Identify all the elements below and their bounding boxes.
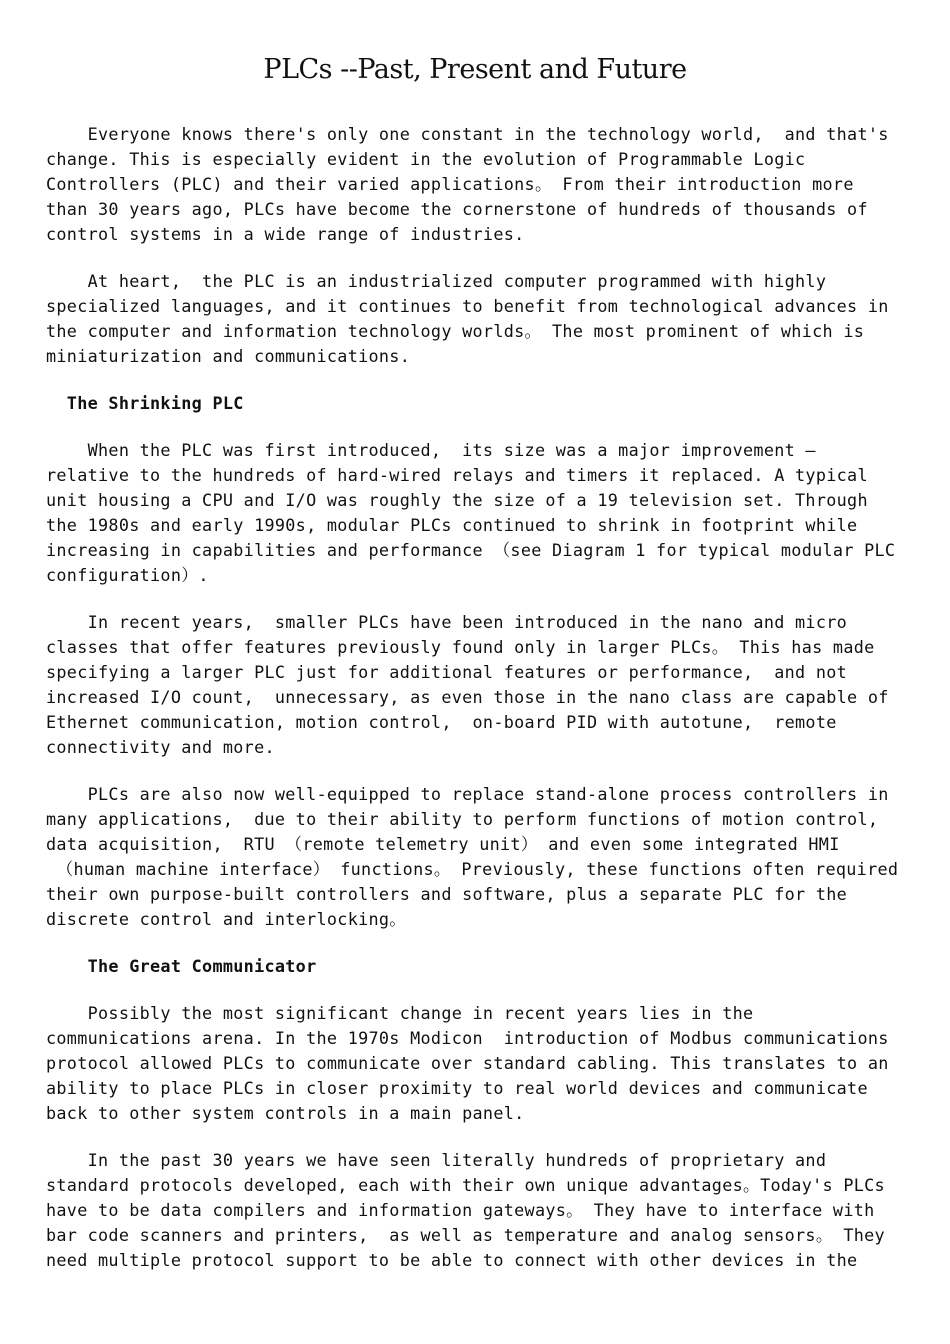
paragraph-recent-years <box>46 610 926 760</box>
text-line: their own purpose-built controllers and software, plus a separate PLC for the <box>46 884 848 904</box>
text-line: unit housing a CPU and I/O was roughly the size of a 19 television set. Through <box>46 490 868 510</box>
paragraph-well-equipped <box>46 782 926 932</box>
text-line: Possibly the most significant change in recent years lies in the <box>46 1003 754 1023</box>
text-line: configuration）. <box>46 565 209 585</box>
section-heading-shrinking-plc: The Shrinking PLC <box>46 393 244 413</box>
text-line: need multiple protocol support to be able to connect with other devices in the <box>46 1250 858 1270</box>
text-line: data acquisition, RTU （remote telemetry unit） and even some integrated HMI <box>46 834 840 854</box>
text-line: Ethernet communication, motion control, on-board PID with autotune, remote <box>46 712 837 732</box>
paragraph-past-30-years <box>46 1148 926 1273</box>
text-line: ability to place PLCs in closer proximity to real world devices and communicate <box>46 1078 868 1098</box>
text-line: standard protocols developed, each with their own unique advantages。Today's PLCs <box>46 1175 885 1195</box>
text-line: Everyone knows there's only one constant in the technology world, and that's <box>46 124 889 144</box>
text-line: control systems in a wide range of industries. <box>46 224 525 244</box>
text-line: increased I/O count, unnecessary, as even those in the nano class are capable of <box>46 687 889 707</box>
paragraph-first-introduced <box>46 438 926 588</box>
text-line: many applications, due to their ability to perform functions of motion control, <box>46 809 879 829</box>
text-line: When the PLC was first introduced, its size was a major improvement — <box>46 440 816 460</box>
text-line: back to other system controls in a main panel. <box>46 1103 525 1123</box>
text-line: have to be data compilers and information gateways。 They have to interface with <box>46 1200 875 1220</box>
text-line: bar code scanners and printers, as well as temperature and analog sensors。 They <box>46 1225 885 1245</box>
paragraph-communications-arena <box>46 1001 926 1126</box>
text-line: specifying a larger PLC just for additional features or performance, and not <box>46 662 848 682</box>
text-line: At heart, the PLC is an industrialized computer programmed with highly <box>46 271 827 291</box>
paragraph-at-heart <box>46 269 926 369</box>
text-line: discrete control and interlocking。 <box>46 909 407 929</box>
text-line: In recent years, smaller PLCs have been introduced in the nano and micro <box>46 612 848 632</box>
text-line: change. This is especially evident in the evolution of Programmable Logic <box>46 149 806 169</box>
text-line: classes that offer features previously found only in larger PLCs。 This has made <box>46 637 875 657</box>
text-line: connectivity and more. <box>46 737 275 757</box>
paragraph-intro <box>46 122 926 247</box>
section-heading-great-communicator: The Great Communicator <box>46 956 317 976</box>
text-line: （human machine interface） functions。 Previously, these functions often required <box>46 859 899 879</box>
text-line: the computer and information technology worlds。 The most prominent of which is <box>46 321 865 341</box>
document-title: PLCs --Past, Present and Future <box>263 54 687 85</box>
text-line: communications arena. In the 1970s Modicon introduction of Modbus communications <box>46 1028 889 1048</box>
text-line: PLCs are also now well-equipped to replace stand-alone process controllers in <box>46 784 889 804</box>
text-line: increasing in capabilities and performance （see Diagram 1 for typical modular PLC <box>46 540 896 560</box>
text-line: Controllers (PLC) and their varied applications。 From their introduction more <box>46 174 854 194</box>
text-line: protocol allowed PLCs to communicate over standard cabling. This translates to an <box>46 1053 889 1073</box>
document-body <box>46 122 926 1295</box>
text-line: the 1980s and early 1990s, modular PLCs continued to shrink in footprint while <box>46 515 858 535</box>
text-line: relative to the hundreds of hard-wired relays and timers it replaced. A typical <box>46 465 868 485</box>
text-line: specialized languages, and it continues to benefit from technological advances in <box>46 296 889 316</box>
text-line: than 30 years ago, PLCs have become the cornerstone of hundreds of thousands of <box>46 199 868 219</box>
text-line: miniaturization and communications. <box>46 346 411 366</box>
text-line: In the past 30 years we have seen literally hundreds of proprietary and <box>46 1150 827 1170</box>
